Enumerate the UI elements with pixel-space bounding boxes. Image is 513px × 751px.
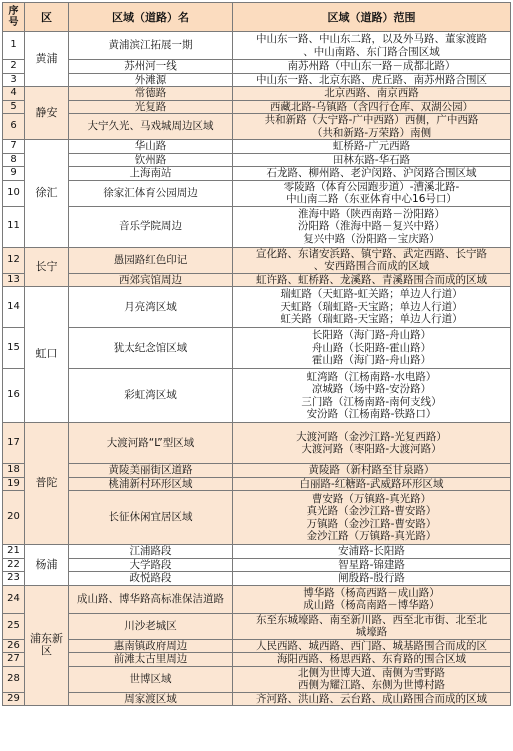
area-name: 彩虹湾区域 xyxy=(69,369,233,423)
range-line: 南苏州路（中山东一路－成都北路） xyxy=(287,60,456,72)
table-row xyxy=(3,32,511,60)
district-cell: 浦东新区 xyxy=(25,585,69,706)
area-range xyxy=(233,114,511,140)
table-row xyxy=(3,639,511,653)
table-row xyxy=(3,692,511,706)
range-line: 中山南二路（东亚体育中心16号口） xyxy=(286,193,457,205)
area-name: 黄浦滨江拓展一期 xyxy=(69,32,233,60)
range-line: 长阳路（海门路-舟山路） xyxy=(311,329,432,342)
range-line: 天虹路（瑞虹路-天宝路；单边人行道） xyxy=(280,300,463,313)
range-line: 城壕路 xyxy=(355,626,388,638)
range-line: 田林东路-华石路 xyxy=(332,153,411,166)
range-line: 共和新路（大宁路-广中西路）西侧，广中西路 xyxy=(264,114,479,126)
area-name: 政悦路段 xyxy=(69,572,233,586)
range-line: 金沙江路（万镇路-真光路） xyxy=(306,530,437,542)
range-line: 黄陵路（新村路至甘泉路） xyxy=(308,464,435,476)
row-number: 26 xyxy=(3,639,25,653)
header-district: 区 xyxy=(25,3,69,32)
area-range xyxy=(233,692,511,706)
row-number: 29 xyxy=(3,692,25,706)
table-row xyxy=(3,206,511,247)
area-name: 长征休闲宜居区域 xyxy=(69,491,233,545)
row-number: 20 xyxy=(3,491,25,545)
area-name: 川沙老城区 xyxy=(69,613,233,639)
table-row xyxy=(3,477,511,491)
area-name: 外滩源 xyxy=(69,73,233,87)
range-line: 智星路-锦建路 xyxy=(338,558,405,571)
range-line: 闸殷路-殷行路 xyxy=(338,572,405,584)
range-line: 大渡河路（枣阳路-大渡河路） xyxy=(301,443,442,455)
area-name: 苏州河一线 xyxy=(69,60,233,74)
header-name: 区域（道路）名 xyxy=(69,3,233,32)
area-range xyxy=(233,572,511,586)
area-name: 华山路 xyxy=(69,140,233,154)
area-range xyxy=(233,87,511,101)
row-number: 22 xyxy=(3,558,25,572)
table-row xyxy=(3,369,511,423)
row-number: 11 xyxy=(3,206,25,247)
range-line: 中山东一路、北京东路、虎丘路、南苏州路合围区 xyxy=(256,73,487,86)
row-number: 16 xyxy=(3,369,25,423)
row-number: 6 xyxy=(3,114,25,140)
row-number: 5 xyxy=(3,100,25,114)
area-name: 徐家汇体育公园周边 xyxy=(69,180,233,206)
range-line: 汾阳路（淮海中路－复兴中路） xyxy=(298,220,445,233)
area-range xyxy=(233,153,511,167)
row-number: 10 xyxy=(3,180,25,206)
range-line: 海阳西路、杨思西路、东育路的围合区域 xyxy=(277,653,466,665)
table-row xyxy=(3,572,511,586)
area-range xyxy=(233,639,511,653)
area-name: 西郊宾馆周边 xyxy=(69,273,233,287)
range-line: 北京西路、南京西路 xyxy=(324,87,419,99)
range-line: 淮海中路（陕西南路－汾阳路） xyxy=(298,207,445,220)
table-row xyxy=(3,287,511,328)
district-cell: 长宁 xyxy=(25,247,69,287)
range-line: 西藏北路-乌镇路（含四行仓库、双湖公园） xyxy=(269,100,474,113)
area-range xyxy=(233,558,511,572)
district-cell: 徐汇 xyxy=(25,140,69,248)
range-line: 西侧为耀江路、东侧为世博村路 xyxy=(298,679,445,691)
table-row xyxy=(3,558,511,572)
range-line: 霍山路（海门路-舟山路） xyxy=(311,354,432,367)
row-number: 3 xyxy=(3,73,25,87)
range-line: 、中山南路、东门路合围区域 xyxy=(303,45,440,58)
row-number: 18 xyxy=(3,464,25,478)
area-name: 世博区域 xyxy=(69,666,233,692)
area-name: 大学路段 xyxy=(69,558,233,572)
table-row xyxy=(3,464,511,478)
district-cell: 普陀 xyxy=(25,423,69,545)
area-range xyxy=(233,180,511,206)
row-number: 15 xyxy=(3,328,25,369)
area-range xyxy=(233,247,511,273)
table-row xyxy=(3,666,511,692)
table-body xyxy=(3,32,511,706)
table-row xyxy=(3,140,511,154)
row-number: 4 xyxy=(3,87,25,101)
table-header-row xyxy=(3,3,511,32)
range-line: 真光路（金沙江路-曹安路） xyxy=(306,505,437,517)
road-list-table xyxy=(2,2,511,706)
table-row xyxy=(3,60,511,74)
area-name: 前滩太古里周边 xyxy=(69,653,233,667)
row-number: 19 xyxy=(3,477,25,491)
district-cell: 虹口 xyxy=(25,287,69,423)
row-number: 17 xyxy=(3,423,25,464)
range-line: 宣化路、东诸安浜路、镇宁路、武定西路、长宁路 xyxy=(256,247,487,260)
range-line: 零陵路（体育公园跑步道）-漕溪北路- xyxy=(283,180,460,193)
area-name: 桃浦新村环形区域 xyxy=(69,477,233,491)
range-line: 人民西路、城西路、西门路、城基路围合而成的区 xyxy=(256,639,487,652)
area-range xyxy=(233,491,511,545)
area-range xyxy=(233,328,511,369)
range-line: 中山东一路、中山东二路，以及外马路、董家渡路 xyxy=(256,33,487,45)
area-name: 音乐学院周边 xyxy=(69,206,233,247)
range-line: 凉城路（场中路-安汾路） xyxy=(311,383,432,395)
district-cell: 杨浦 xyxy=(25,545,69,586)
range-line: 北侧为世博大道、南侧为雪野路 xyxy=(298,666,445,679)
area-name: 钦州路 xyxy=(69,153,233,167)
row-number: 24 xyxy=(3,585,25,613)
range-line: （共和新路-万荣路）南侧 xyxy=(311,126,432,139)
range-line: 大渡河路（金沙江路-光复西路） xyxy=(296,430,447,443)
area-name: 常德路 xyxy=(69,87,233,101)
area-range xyxy=(233,477,511,491)
header-range: 区域（道路）范围 xyxy=(233,3,511,32)
area-name: 光复路 xyxy=(69,100,233,114)
area-range xyxy=(233,369,511,423)
table-row xyxy=(3,423,511,464)
area-range xyxy=(233,273,511,287)
range-line: 安汾路（江杨南路-铁路口） xyxy=(306,408,437,420)
range-line: 安浦路-长阳路 xyxy=(338,545,405,557)
range-line: 虹许路、虹桥路、龙溪路、青溪路围合而成的区域 xyxy=(256,273,487,286)
row-number: 23 xyxy=(3,572,25,586)
area-range xyxy=(233,206,511,247)
row-number: 9 xyxy=(3,167,25,181)
range-line: 瑞虹路（天虹路-虹关路；单边人行道） xyxy=(280,288,463,301)
table-row xyxy=(3,491,511,545)
table-row xyxy=(3,87,511,101)
area-range xyxy=(233,100,511,114)
table-row xyxy=(3,273,511,287)
range-line: 虹关路（瑞虹路-天宝路；单边人行道） xyxy=(280,313,463,326)
area-range xyxy=(233,32,511,60)
district-cell: 静安 xyxy=(25,87,69,140)
district-cell: 黄浦 xyxy=(25,32,69,87)
range-line: 虹桥路-广元西路 xyxy=(332,140,411,152)
row-number: 1 xyxy=(3,32,25,60)
row-number: 28 xyxy=(3,666,25,692)
area-name: 愚园路红色印记 xyxy=(69,247,233,273)
area-range xyxy=(233,423,511,464)
area-range xyxy=(233,585,511,613)
area-name: 黄陵美丽街区道路 xyxy=(69,464,233,478)
area-name: 月亮湾区域 xyxy=(69,287,233,328)
area-name: 江浦路段 xyxy=(69,545,233,559)
row-number: 13 xyxy=(3,273,25,287)
area-range xyxy=(233,666,511,692)
area-name: 犹太纪念馆区域 xyxy=(69,328,233,369)
range-line: 齐河路、洪山路、云台路、成山路围合而成的区域 xyxy=(256,692,487,705)
table-row xyxy=(3,545,511,559)
row-number: 25 xyxy=(3,613,25,639)
range-line: 三门路（江杨南路-南何支线） xyxy=(301,395,442,408)
range-line: 成山路（杨高南路－博华路） xyxy=(303,599,440,611)
range-line: 复兴中路（汾阳路－宝庆路） xyxy=(303,232,440,245)
table-row xyxy=(3,180,511,206)
area-range xyxy=(233,73,511,87)
row-number: 27 xyxy=(3,653,25,667)
range-line: 虹湾路（江杨南路-水电路） xyxy=(306,370,437,383)
area-range xyxy=(233,464,511,478)
range-line: 东至东城壕路、南至新川路、西至北市街、北至北 xyxy=(256,613,487,626)
area-range xyxy=(233,140,511,154)
area-name: 大渡河路“L”型区域 xyxy=(69,423,233,464)
range-line: 舟山路（长阳路-霍山路） xyxy=(311,341,432,354)
range-line: 石龙路、柳州路、老沪闵路、沪闵路合围区域 xyxy=(266,167,477,179)
table-row xyxy=(3,100,511,114)
table-row xyxy=(3,247,511,273)
table-row xyxy=(3,653,511,667)
area-name: 大宁久光、马戏城周边区域 xyxy=(69,114,233,140)
area-range xyxy=(233,60,511,74)
table-row xyxy=(3,114,511,140)
table-row xyxy=(3,73,511,87)
area-range xyxy=(233,287,511,328)
row-number: 2 xyxy=(3,60,25,74)
row-number: 14 xyxy=(3,287,25,328)
table-row xyxy=(3,167,511,181)
range-line: 万镇路（金沙江路-曹安路） xyxy=(306,517,437,530)
area-range xyxy=(233,653,511,667)
table-row xyxy=(3,153,511,167)
area-range xyxy=(233,167,511,181)
table-row xyxy=(3,328,511,369)
area-name: 上海南站 xyxy=(69,167,233,181)
table-row xyxy=(3,585,511,613)
area-name: 周家渡区域 xyxy=(69,692,233,706)
header-num: 序号 xyxy=(3,3,25,32)
range-line: 、安西路围合而成的区域 xyxy=(313,260,430,272)
area-range xyxy=(233,613,511,639)
range-line: 博华路（杨高西路－成山路） xyxy=(303,586,440,599)
range-line: 白丽路-红糖路-武威路环形区域 xyxy=(299,477,444,490)
row-number: 21 xyxy=(3,545,25,559)
area-name: 成山路、博华路高标准保洁道路 xyxy=(69,585,233,613)
row-number: 12 xyxy=(3,247,25,273)
area-name: 惠南镇政府周边 xyxy=(69,639,233,653)
table-row xyxy=(3,613,511,639)
range-line: 曹安路（万镇路-真光路） xyxy=(311,492,432,505)
row-number: 7 xyxy=(3,140,25,154)
row-number: 8 xyxy=(3,153,25,167)
area-range xyxy=(233,545,511,559)
